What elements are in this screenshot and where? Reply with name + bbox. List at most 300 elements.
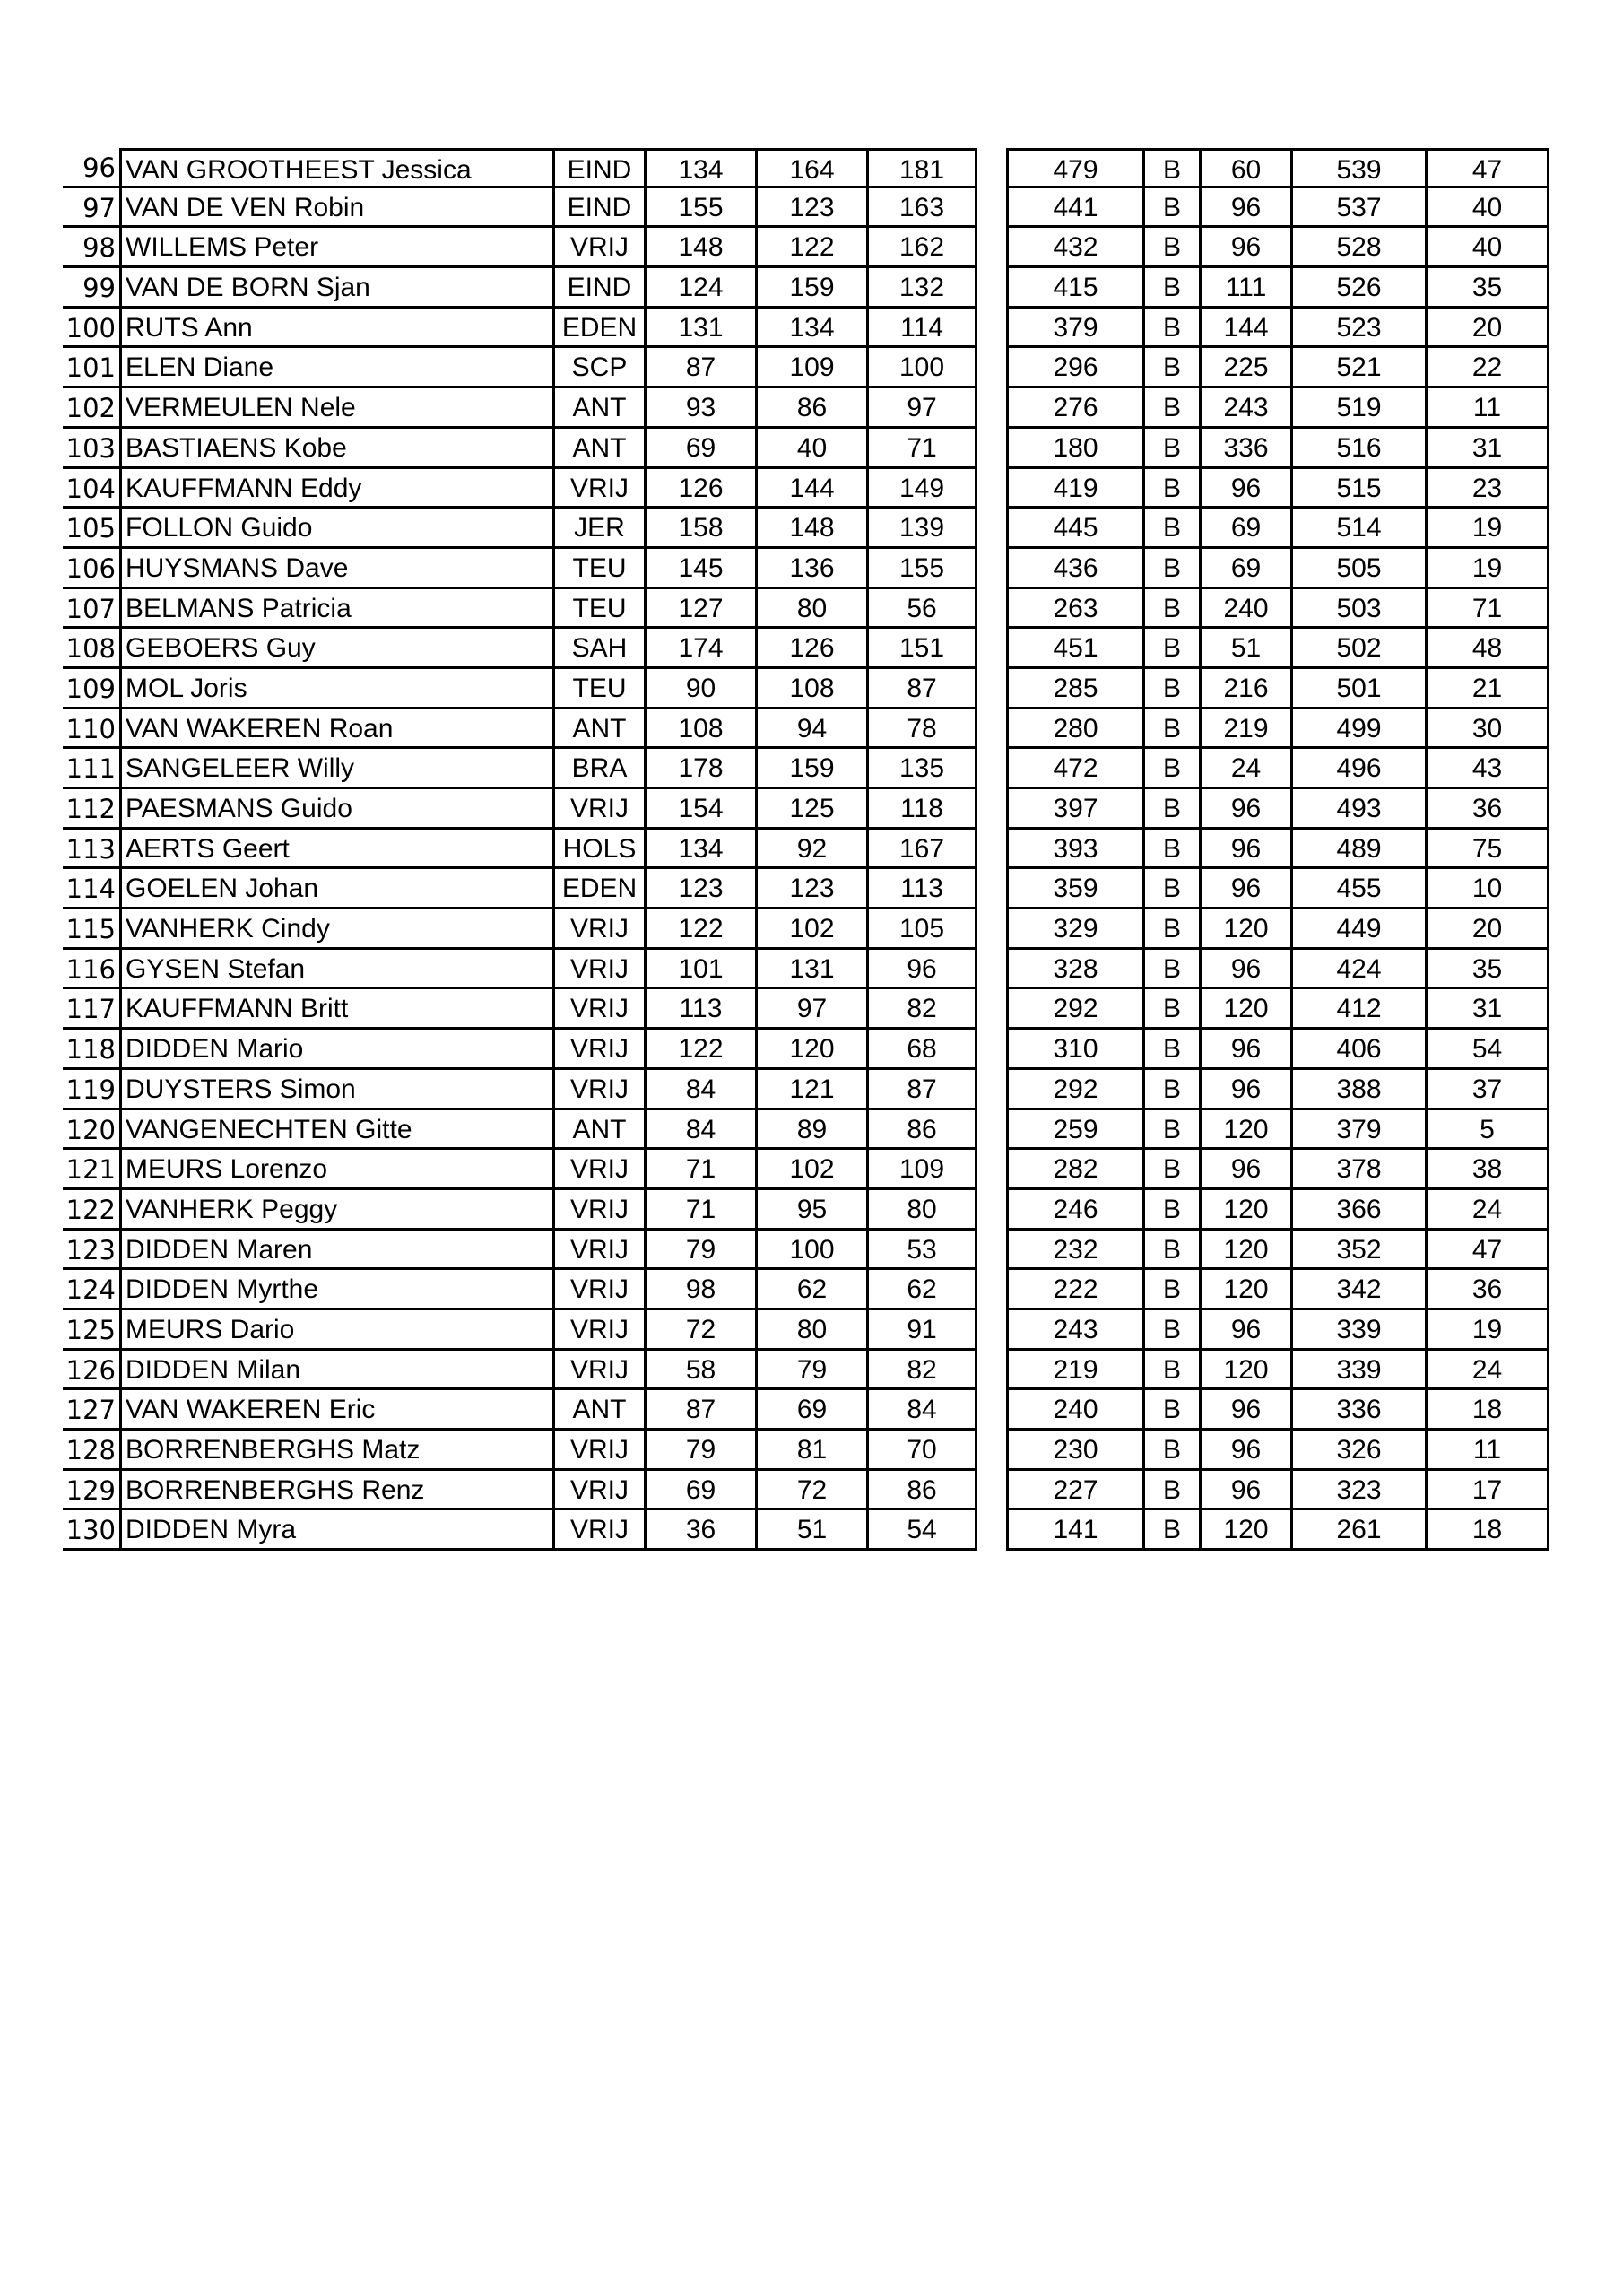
game-3-score-cell: 86 — [866, 1110, 977, 1151]
column-gap — [977, 1510, 1006, 1551]
club-cell: ANT — [552, 1390, 644, 1431]
club-cell: VRIJ — [552, 228, 644, 268]
total-score-cell: 329 — [1006, 909, 1142, 950]
rank-cell: 122 — [63, 1190, 119, 1231]
table-row — [63, 1231, 1549, 1271]
table-row — [63, 1110, 1549, 1151]
class-cell: B — [1142, 1070, 1199, 1110]
class-cell: B — [1142, 1351, 1199, 1391]
player-name-cell: RUTS Ann — [119, 309, 552, 349]
table-row — [63, 469, 1549, 509]
rank-cell: 97 — [63, 188, 119, 229]
rank-cell: 109 — [63, 669, 119, 709]
club-cell: VRIJ — [552, 1270, 644, 1310]
game-1-score-cell: 148 — [644, 228, 755, 268]
extra-value-cell: 20 — [1425, 909, 1549, 950]
class-cell: B — [1142, 1390, 1199, 1431]
column-gap — [977, 509, 1006, 549]
final-total-cell: 352 — [1290, 1231, 1425, 1271]
rank-cell: 113 — [63, 830, 119, 870]
club-cell: VRIJ — [552, 1510, 644, 1551]
total-score-cell: 397 — [1006, 789, 1142, 830]
player-name-cell: DIDDEN Myra — [119, 1510, 552, 1551]
column-gap — [977, 989, 1006, 1030]
final-total-cell: 326 — [1290, 1431, 1425, 1471]
final-total-cell: 449 — [1290, 909, 1425, 950]
extra-value-cell: 37 — [1425, 1070, 1549, 1110]
table-row — [63, 869, 1549, 909]
extra-value-cell: 40 — [1425, 228, 1549, 268]
handicap-cell: 225 — [1199, 348, 1290, 388]
game-1-score-cell: 108 — [644, 709, 755, 750]
club-cell: VRIJ — [552, 789, 644, 830]
game-3-score-cell: 87 — [866, 1070, 977, 1110]
rank-cell: 124 — [63, 1270, 119, 1310]
game-2-score-cell: 108 — [755, 669, 866, 709]
game-1-score-cell: 174 — [644, 629, 755, 669]
final-total-cell: 412 — [1290, 989, 1425, 1030]
extra-value-cell: 30 — [1425, 709, 1549, 750]
game-1-score-cell: 79 — [644, 1231, 755, 1271]
extra-value-cell: 5 — [1425, 1110, 1549, 1151]
table-row — [63, 1150, 1549, 1190]
club-cell: VRIJ — [552, 909, 644, 950]
total-score-cell: 441 — [1006, 188, 1142, 229]
club-cell: VRIJ — [552, 950, 644, 990]
game-3-score-cell: 91 — [866, 1310, 977, 1351]
game-1-score-cell: 134 — [644, 830, 755, 870]
total-score-cell: 232 — [1006, 1231, 1142, 1271]
class-cell: B — [1142, 148, 1199, 188]
handicap-cell: 96 — [1199, 1431, 1290, 1471]
total-score-cell: 415 — [1006, 268, 1142, 309]
club-cell: HOLS — [552, 830, 644, 870]
final-total-cell: 499 — [1290, 709, 1425, 750]
extra-value-cell: 19 — [1425, 509, 1549, 549]
club-cell: VRIJ — [552, 1150, 644, 1190]
game-3-score-cell: 78 — [866, 709, 977, 750]
rank-cell: 130 — [63, 1510, 119, 1551]
club-cell: SCP — [552, 348, 644, 388]
table-row — [63, 950, 1549, 990]
final-total-cell: 388 — [1290, 1070, 1425, 1110]
handicap-cell: 96 — [1199, 1471, 1290, 1511]
table-row — [63, 1510, 1549, 1551]
column-gap — [977, 1190, 1006, 1231]
rank-cell: 121 — [63, 1150, 119, 1190]
class-cell: B — [1142, 388, 1199, 429]
class-cell: B — [1142, 830, 1199, 870]
handicap-cell: 96 — [1199, 1310, 1290, 1351]
total-score-cell: 451 — [1006, 629, 1142, 669]
table-row — [63, 709, 1549, 750]
class-cell: B — [1142, 549, 1199, 589]
total-score-cell: 296 — [1006, 348, 1142, 388]
game-1-score-cell: 98 — [644, 1270, 755, 1310]
extra-value-cell: 47 — [1425, 1231, 1549, 1271]
table-row — [63, 1190, 1549, 1231]
total-score-cell: 230 — [1006, 1431, 1142, 1471]
column-gap — [977, 1110, 1006, 1151]
club-cell: ANT — [552, 429, 644, 469]
club-cell: TEU — [552, 669, 644, 709]
handicap-cell: 243 — [1199, 388, 1290, 429]
final-total-cell: 366 — [1290, 1190, 1425, 1231]
final-total-cell: 406 — [1290, 1030, 1425, 1070]
table-row — [63, 309, 1549, 349]
table-row — [63, 148, 1549, 188]
total-score-cell: 240 — [1006, 1390, 1142, 1431]
column-gap — [977, 589, 1006, 630]
final-total-cell: 519 — [1290, 388, 1425, 429]
player-name-cell: BORRENBERGHS Renz — [119, 1471, 552, 1511]
handicap-cell: 96 — [1199, 228, 1290, 268]
results-table — [63, 148, 1549, 1551]
player-name-cell: VAN GROOTHEEST Jessica — [119, 148, 552, 188]
game-3-score-cell: 163 — [866, 188, 977, 229]
game-3-score-cell: 105 — [866, 909, 977, 950]
game-2-score-cell: 144 — [755, 469, 866, 509]
column-gap — [977, 669, 1006, 709]
class-cell: B — [1142, 1150, 1199, 1190]
extra-value-cell: 20 — [1425, 309, 1549, 349]
rank-cell: 129 — [63, 1471, 119, 1511]
handicap-cell: 219 — [1199, 709, 1290, 750]
total-score-cell: 282 — [1006, 1150, 1142, 1190]
total-score-cell: 259 — [1006, 1110, 1142, 1151]
extra-value-cell: 48 — [1425, 629, 1549, 669]
handicap-cell: 120 — [1199, 1110, 1290, 1151]
game-2-score-cell: 126 — [755, 629, 866, 669]
table-row — [63, 1070, 1549, 1110]
game-3-score-cell: 97 — [866, 388, 977, 429]
rank-cell: 125 — [63, 1310, 119, 1351]
game-3-score-cell: 53 — [866, 1231, 977, 1271]
table-row — [63, 228, 1549, 268]
game-3-score-cell: 71 — [866, 429, 977, 469]
game-2-score-cell: 159 — [755, 749, 866, 789]
game-2-score-cell: 72 — [755, 1471, 866, 1511]
rank-cell: 112 — [63, 789, 119, 830]
class-cell: B — [1142, 469, 1199, 509]
total-score-cell: 472 — [1006, 749, 1142, 789]
extra-value-cell: 40 — [1425, 188, 1549, 229]
rank-cell: 128 — [63, 1431, 119, 1471]
game-3-score-cell: 86 — [866, 1471, 977, 1511]
club-cell: VRIJ — [552, 1351, 644, 1391]
player-name-cell: HUYSMANS Dave — [119, 549, 552, 589]
player-name-cell: VANHERK Peggy — [119, 1190, 552, 1231]
final-total-cell: 528 — [1290, 228, 1425, 268]
rank-cell: 100 — [63, 309, 119, 349]
extra-value-cell: 47 — [1425, 148, 1549, 188]
handicap-cell: 120 — [1199, 909, 1290, 950]
total-score-cell: 276 — [1006, 388, 1142, 429]
table-row — [63, 1471, 1549, 1511]
final-total-cell: 323 — [1290, 1471, 1425, 1511]
game-2-score-cell: 164 — [755, 148, 866, 188]
player-name-cell: WILLEMS Peter — [119, 228, 552, 268]
final-total-cell: 336 — [1290, 1390, 1425, 1431]
extra-value-cell: 22 — [1425, 348, 1549, 388]
game-1-score-cell: 36 — [644, 1510, 755, 1551]
game-3-score-cell: 155 — [866, 549, 977, 589]
player-name-cell: PAESMANS Guido — [119, 789, 552, 830]
game-1-score-cell: 87 — [644, 1390, 755, 1431]
final-total-cell: 261 — [1290, 1510, 1425, 1551]
rank-cell: 105 — [63, 509, 119, 549]
rank-cell: 98 — [63, 228, 119, 268]
extra-value-cell: 36 — [1425, 789, 1549, 830]
column-gap — [977, 549, 1006, 589]
rank-cell: 104 — [63, 469, 119, 509]
column-gap — [977, 1310, 1006, 1351]
handicap-cell: 60 — [1199, 148, 1290, 188]
game-3-score-cell: 80 — [866, 1190, 977, 1231]
handicap-cell: 69 — [1199, 509, 1290, 549]
total-score-cell: 419 — [1006, 469, 1142, 509]
table-row — [63, 789, 1549, 830]
rank-cell: 120 — [63, 1110, 119, 1151]
final-total-cell: 339 — [1290, 1351, 1425, 1391]
game-2-score-cell: 95 — [755, 1190, 866, 1231]
handicap-cell: 96 — [1199, 188, 1290, 229]
column-gap — [977, 188, 1006, 229]
rank-cell: 114 — [63, 869, 119, 909]
player-name-cell: MEURS Lorenzo — [119, 1150, 552, 1190]
final-total-cell: 516 — [1290, 429, 1425, 469]
game-2-score-cell: 125 — [755, 789, 866, 830]
column-gap — [977, 749, 1006, 789]
extra-value-cell: 43 — [1425, 749, 1549, 789]
game-2-score-cell: 69 — [755, 1390, 866, 1431]
game-1-score-cell: 71 — [644, 1150, 755, 1190]
total-score-cell: 379 — [1006, 309, 1142, 349]
table-row — [63, 989, 1549, 1030]
club-cell: SAH — [552, 629, 644, 669]
handicap-cell: 69 — [1199, 549, 1290, 589]
player-name-cell: DIDDEN Milan — [119, 1351, 552, 1391]
rank-cell: 96 — [63, 148, 119, 188]
game-2-score-cell: 51 — [755, 1510, 866, 1551]
game-3-score-cell: 109 — [866, 1150, 977, 1190]
column-gap — [977, 950, 1006, 990]
player-name-cell: BASTIAENS Kobe — [119, 429, 552, 469]
rank-cell: 106 — [63, 549, 119, 589]
player-name-cell: FOLLON Guido — [119, 509, 552, 549]
class-cell: B — [1142, 1030, 1199, 1070]
game-3-score-cell: 62 — [866, 1270, 977, 1310]
game-3-score-cell: 96 — [866, 950, 977, 990]
player-name-cell: GEBOERS Guy — [119, 629, 552, 669]
club-cell: VRIJ — [552, 1431, 644, 1471]
game-1-score-cell: 72 — [644, 1310, 755, 1351]
club-cell: EDEN — [552, 309, 644, 349]
game-1-score-cell: 122 — [644, 1030, 755, 1070]
table-row — [63, 629, 1549, 669]
total-score-cell: 393 — [1006, 830, 1142, 870]
extra-value-cell: 31 — [1425, 429, 1549, 469]
game-1-score-cell: 71 — [644, 1190, 755, 1231]
handicap-cell: 96 — [1199, 1150, 1290, 1190]
class-cell: B — [1142, 1270, 1199, 1310]
handicap-cell: 120 — [1199, 1351, 1290, 1391]
game-1-score-cell: 126 — [644, 469, 755, 509]
player-name-cell: VANHERK Cindy — [119, 909, 552, 950]
total-score-cell: 222 — [1006, 1270, 1142, 1310]
rank-cell: 117 — [63, 989, 119, 1030]
column-gap — [977, 1351, 1006, 1391]
column-gap — [977, 909, 1006, 950]
game-3-score-cell: 87 — [866, 669, 977, 709]
rank-cell: 111 — [63, 749, 119, 789]
player-name-cell: BELMANS Patricia — [119, 589, 552, 630]
player-name-cell: MEURS Dario — [119, 1310, 552, 1351]
handicap-cell: 120 — [1199, 1231, 1290, 1271]
club-cell: TEU — [552, 549, 644, 589]
game-1-score-cell: 79 — [644, 1431, 755, 1471]
column-gap — [977, 148, 1006, 188]
extra-value-cell: 21 — [1425, 669, 1549, 709]
game-1-score-cell: 113 — [644, 989, 755, 1030]
player-name-cell: BORRENBERGHS Matz — [119, 1431, 552, 1471]
final-total-cell: 378 — [1290, 1150, 1425, 1190]
handicap-cell: 96 — [1199, 950, 1290, 990]
player-name-cell: DIDDEN Myrthe — [119, 1270, 552, 1310]
rank-cell: 107 — [63, 589, 119, 630]
rank-cell: 99 — [63, 268, 119, 309]
total-score-cell: 141 — [1006, 1510, 1142, 1551]
club-cell: ANT — [552, 388, 644, 429]
game-3-score-cell: 149 — [866, 469, 977, 509]
final-total-cell: 505 — [1290, 549, 1425, 589]
extra-value-cell: 24 — [1425, 1351, 1549, 1391]
club-cell: VRIJ — [552, 1310, 644, 1351]
extra-value-cell: 31 — [1425, 989, 1549, 1030]
column-gap — [977, 348, 1006, 388]
total-score-cell: 292 — [1006, 989, 1142, 1030]
table-row — [63, 1310, 1549, 1351]
class-cell: B — [1142, 669, 1199, 709]
class-cell: B — [1142, 1231, 1199, 1271]
game-3-score-cell: 68 — [866, 1030, 977, 1070]
class-cell: B — [1142, 1310, 1199, 1351]
class-cell: B — [1142, 1471, 1199, 1511]
column-gap — [977, 1150, 1006, 1190]
player-name-cell: KAUFFMANN Eddy — [119, 469, 552, 509]
total-score-cell: 310 — [1006, 1030, 1142, 1070]
total-score-cell: 227 — [1006, 1471, 1142, 1511]
game-1-score-cell: 178 — [644, 749, 755, 789]
game-2-score-cell: 94 — [755, 709, 866, 750]
column-gap — [977, 830, 1006, 870]
table-row — [63, 268, 1549, 309]
game-1-score-cell: 155 — [644, 188, 755, 229]
game-3-score-cell: 167 — [866, 830, 977, 870]
game-1-score-cell: 84 — [644, 1070, 755, 1110]
table-row — [63, 669, 1549, 709]
extra-value-cell: 11 — [1425, 388, 1549, 429]
game-2-score-cell: 148 — [755, 509, 866, 549]
column-gap — [977, 469, 1006, 509]
handicap-cell: 144 — [1199, 309, 1290, 349]
total-score-cell: 219 — [1006, 1351, 1142, 1391]
column-gap — [977, 1070, 1006, 1110]
game-2-score-cell: 123 — [755, 869, 866, 909]
player-name-cell: AERTS Geert — [119, 830, 552, 870]
game-2-score-cell: 136 — [755, 549, 866, 589]
table-row — [63, 830, 1549, 870]
handicap-cell: 96 — [1199, 1070, 1290, 1110]
game-2-score-cell: 40 — [755, 429, 866, 469]
game-2-score-cell: 102 — [755, 909, 866, 950]
class-cell: B — [1142, 789, 1199, 830]
player-name-cell: DUYSTERS Simon — [119, 1070, 552, 1110]
table-row — [63, 388, 1549, 429]
player-name-cell: DIDDEN Maren — [119, 1231, 552, 1271]
handicap-cell: 216 — [1199, 669, 1290, 709]
final-total-cell: 502 — [1290, 629, 1425, 669]
class-cell: B — [1142, 1510, 1199, 1551]
handicap-cell: 120 — [1199, 1190, 1290, 1231]
final-total-cell: 339 — [1290, 1310, 1425, 1351]
total-score-cell: 292 — [1006, 1070, 1142, 1110]
game-3-score-cell: 118 — [866, 789, 977, 830]
game-1-score-cell: 131 — [644, 309, 755, 349]
player-name-cell: GOELEN Johan — [119, 869, 552, 909]
game-3-score-cell: 56 — [866, 589, 977, 630]
game-1-score-cell: 93 — [644, 388, 755, 429]
final-total-cell: 342 — [1290, 1270, 1425, 1310]
club-cell: VRIJ — [552, 989, 644, 1030]
extra-value-cell: 19 — [1425, 1310, 1549, 1351]
handicap-cell: 24 — [1199, 749, 1290, 789]
game-3-score-cell: 139 — [866, 509, 977, 549]
table-row — [63, 589, 1549, 630]
club-cell: EIND — [552, 148, 644, 188]
table-row — [63, 509, 1549, 549]
game-1-score-cell: 90 — [644, 669, 755, 709]
final-total-cell: 424 — [1290, 950, 1425, 990]
total-score-cell: 243 — [1006, 1310, 1142, 1351]
total-score-cell: 263 — [1006, 589, 1142, 630]
class-cell: B — [1142, 1110, 1199, 1151]
final-total-cell: 379 — [1290, 1110, 1425, 1151]
game-1-score-cell: 158 — [644, 509, 755, 549]
final-total-cell: 455 — [1290, 869, 1425, 909]
final-total-cell: 503 — [1290, 589, 1425, 630]
game-3-score-cell: 82 — [866, 1351, 977, 1391]
class-cell: B — [1142, 429, 1199, 469]
club-cell: VRIJ — [552, 1190, 644, 1231]
game-2-score-cell: 97 — [755, 989, 866, 1030]
player-name-cell: MOL Joris — [119, 669, 552, 709]
handicap-cell: 120 — [1199, 989, 1290, 1030]
handicap-cell: 96 — [1199, 1390, 1290, 1431]
class-cell: B — [1142, 629, 1199, 669]
total-score-cell: 436 — [1006, 549, 1142, 589]
final-total-cell: 493 — [1290, 789, 1425, 830]
extra-value-cell: 17 — [1425, 1471, 1549, 1511]
player-name-cell: ELEN Diane — [119, 348, 552, 388]
player-name-cell: GYSEN Stefan — [119, 950, 552, 990]
rank-cell: 123 — [63, 1231, 119, 1271]
game-2-score-cell: 159 — [755, 268, 866, 309]
table-row — [63, 549, 1549, 589]
club-cell: EDEN — [552, 869, 644, 909]
game-3-score-cell: 82 — [866, 989, 977, 1030]
club-cell: EIND — [552, 268, 644, 309]
